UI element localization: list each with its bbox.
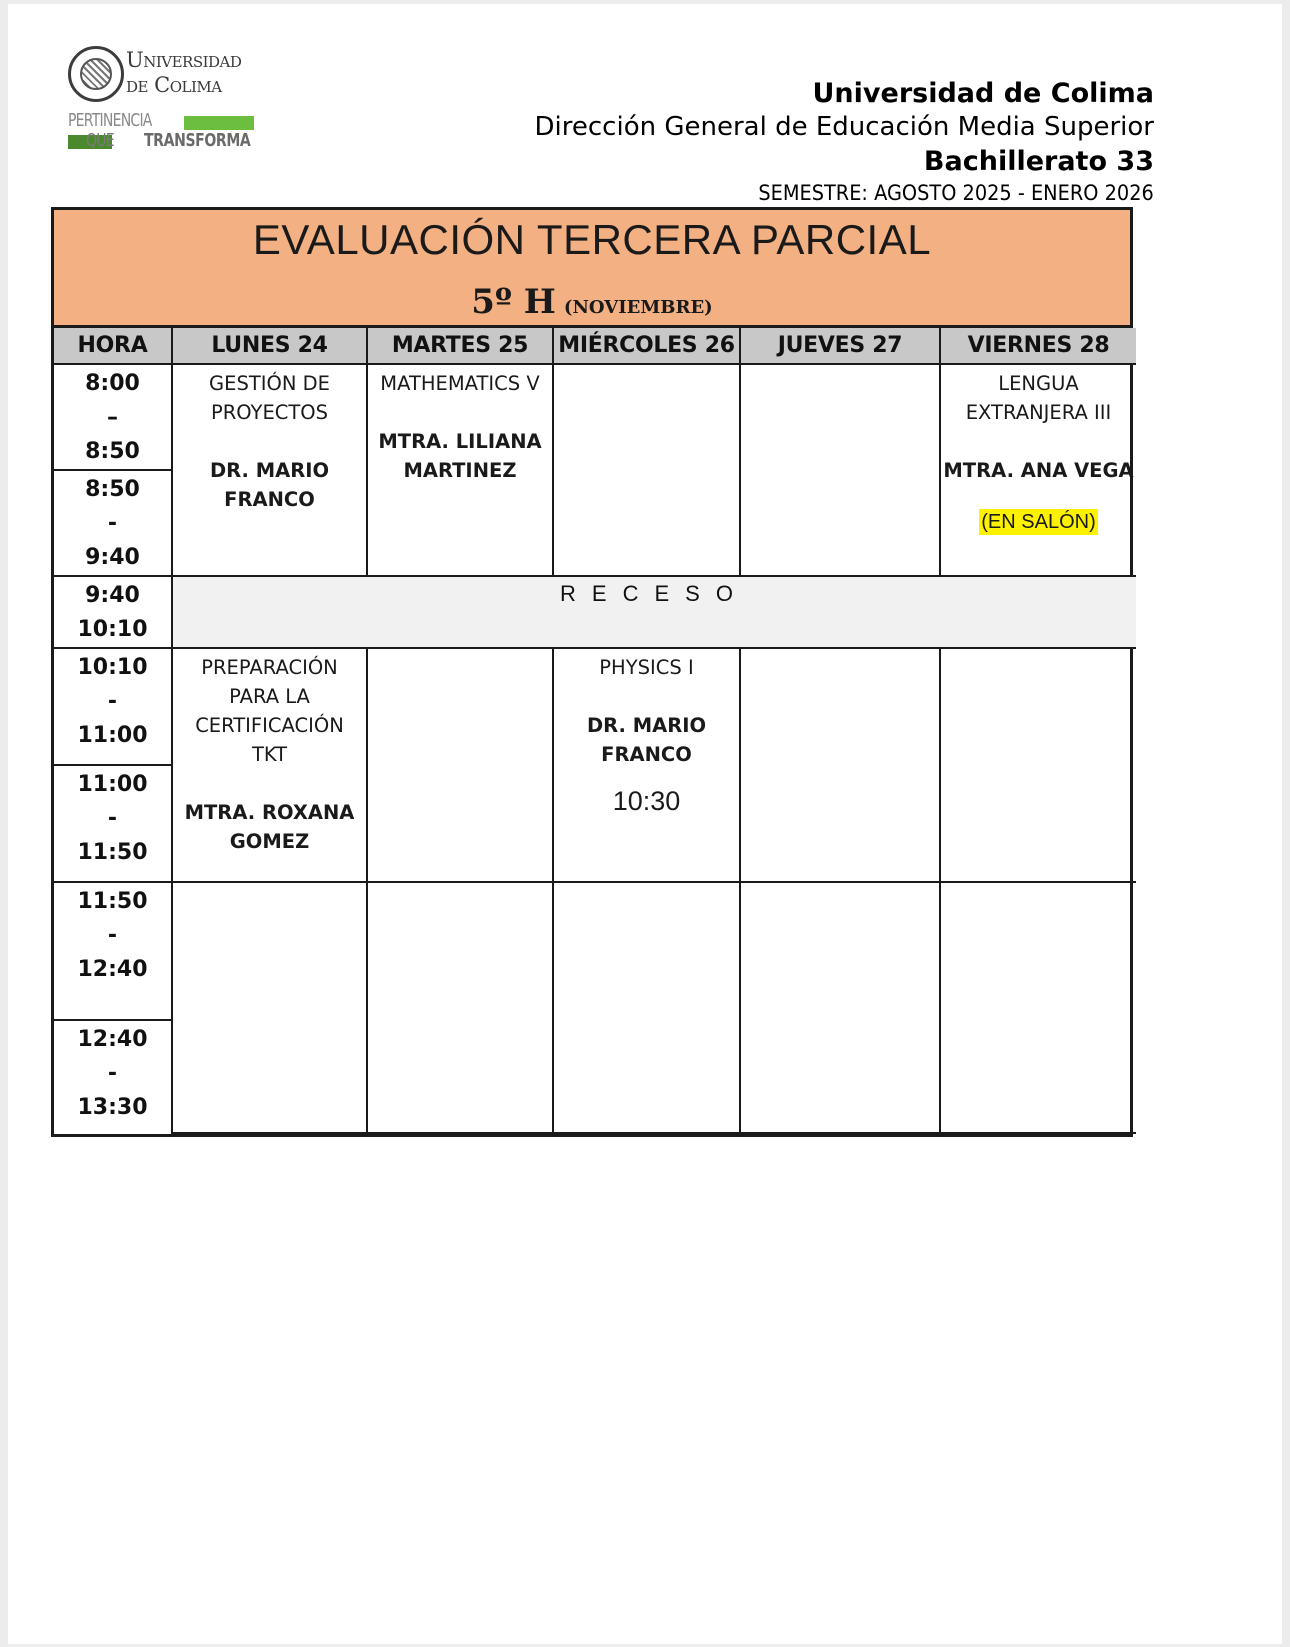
time-slot-5: 11:00 - 11:50 [54, 765, 172, 882]
exam-teacher: DR. MARIO [209, 459, 330, 482]
institution-name: Universidad de Colima [812, 78, 1154, 109]
schedule-title-band [54, 210, 1130, 328]
col-header-viernes: VIERNES 28 [940, 328, 1136, 364]
time-slot-4: 10:10 - 11:00 [54, 648, 172, 765]
month-label: (NOVIEMBRE) [563, 297, 713, 318]
exam-teacher: DR. MARIO [586, 714, 707, 737]
document-page [8, 4, 1282, 1644]
exam-subject: PARA LA [229, 685, 310, 708]
exam-teacher: FRANCO [601, 743, 692, 766]
exam-schedule [51, 207, 1133, 1137]
university-logo [68, 42, 258, 154]
col-header-martes: MARTES 25 [367, 328, 553, 364]
group-line [54, 282, 1130, 322]
logo-tagline [68, 110, 258, 154]
header-row [54, 328, 1136, 364]
exam-teacher: FRANCO [224, 488, 315, 511]
exam-cell-wednesday-2 [553, 648, 740, 882]
exam-cell-thursday-1 [740, 364, 940, 576]
logo-university-line1: Universidad [126, 48, 242, 72]
exam-cell-tuesday-1 [367, 364, 553, 576]
exam-cell-monday-2 [172, 648, 367, 882]
exam-subject: LENGUA [998, 372, 1079, 395]
exam-cell-tuesday-3 [367, 882, 553, 1133]
table-row [54, 648, 1136, 765]
exam-cell-wednesday-1 [553, 364, 740, 576]
tagline-word1: PERTINENCIA [68, 110, 152, 131]
exam-cell-friday-3 [940, 882, 1136, 1133]
recess-label: RECESO [172, 576, 1136, 648]
exam-subject: PREPARACIÓN [201, 656, 338, 679]
school-name: Bachillerato 33 [923, 146, 1154, 177]
exam-subject: MATHEMATICS V [380, 372, 540, 395]
logo-university-line2: de Colima [126, 73, 222, 97]
col-header-hora: HORA [54, 328, 172, 364]
exam-subject: TKT [251, 743, 288, 766]
tagline-word2: QUE [86, 130, 114, 151]
exam-subject: GESTIÓN DE [209, 372, 330, 395]
exam-cell-thursday-2 [740, 648, 940, 882]
group-label: 5º H [471, 282, 556, 322]
university-seal-icon [68, 46, 124, 102]
col-header-lunes: LUNES 24 [172, 328, 367, 364]
exam-subject: PHYSICS I [599, 656, 694, 679]
time-slot-7: 12:40 - 13:30 [54, 1020, 172, 1133]
exam-teacher: MTRA. ROXANA [184, 801, 355, 824]
time-slot-recess: 9:40 10:10 [54, 576, 172, 648]
exam-start-time: 10:30 [612, 786, 681, 816]
exam-teacher: MTRA. ANA VEGA [943, 459, 1134, 482]
exam-cell-monday-1 [172, 364, 367, 576]
schedule-table [54, 328, 1136, 1134]
tagline-word3: TRANSFORMA [144, 130, 251, 151]
schedule-title: EVALUACIÓN TERCERA PARCIAL [252, 216, 932, 263]
col-header-jueves: JUEVES 27 [740, 328, 940, 364]
time-slot-1: 8:00 – 8:50 [54, 364, 172, 470]
exam-subject: CERTIFICACIÓN [195, 714, 344, 737]
exam-teacher: GOMEZ [229, 830, 310, 853]
time-slot-2: 8:50 - 9:40 [54, 470, 172, 576]
exam-subject: PROYECTOS [210, 401, 329, 424]
exam-cell-thursday-3 [740, 882, 940, 1133]
table-row [54, 882, 1136, 1020]
semester-label: SEMESTRE: AGOSTO 2025 - ENERO 2026 [758, 181, 1154, 205]
exam-teacher: MARTINEZ [403, 459, 517, 482]
exam-location-note: (EN SALÓN) [981, 511, 1096, 533]
recess-row [54, 576, 1136, 648]
time-slot-6: 11:50 - 12:40 [54, 882, 172, 1020]
exam-cell-friday-1 [940, 364, 1136, 576]
exam-cell-wednesday-3 [553, 882, 740, 1133]
direction-name: Dirección General de Educación Media Superior [534, 112, 1154, 142]
tagline-bar-light [184, 116, 254, 130]
exam-cell-monday-3 [172, 882, 367, 1133]
table-row [54, 364, 1136, 470]
exam-subject: EXTRANJERA III [965, 401, 1112, 424]
exam-cell-tuesday-2 [367, 648, 553, 882]
exam-cell-friday-2 [940, 648, 1136, 882]
exam-teacher: MTRA. LILIANA [378, 430, 542, 453]
col-header-miercoles: MIÉRCOLES 26 [553, 328, 740, 364]
